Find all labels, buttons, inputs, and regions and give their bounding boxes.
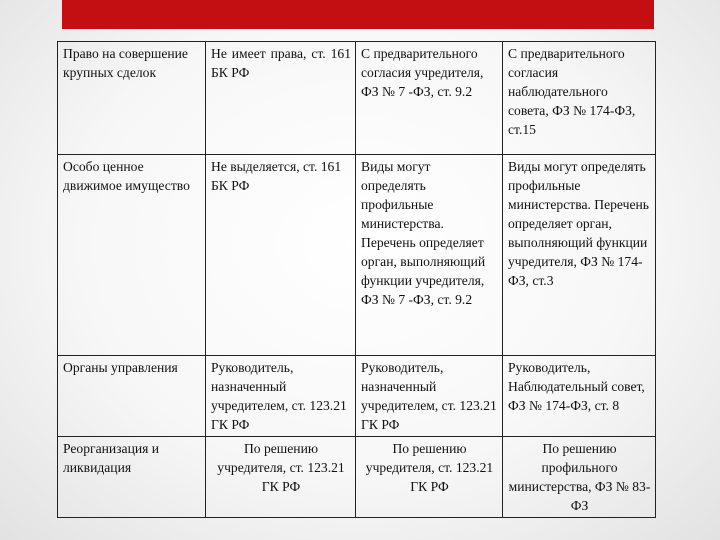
row-label: Право на совершение крупных сделок	[58, 42, 206, 155]
autonomous-cell: С предварительного согласия наблюдательного совета, ФЗ № 174-ФЗ, ст.15	[503, 42, 656, 155]
table-row	[58, 42, 656, 155]
table-row	[58, 356, 656, 437]
autonomous-cell: Руководитель, Наблюдательный совет, ФЗ № 174-ФЗ, ст. 8	[503, 356, 656, 437]
row-label: Особо ценное движимое имущество	[58, 155, 206, 356]
table-row	[58, 155, 656, 356]
state-cell: По решению учредителя, ст. 123.21 ГК РФ	[356, 437, 503, 518]
autonomous-cell: По решению профильного министерства, ФЗ № 83-ФЗ	[503, 437, 656, 518]
table-row	[58, 437, 656, 518]
state-cell: Виды могут определять профильные министерства. Перечень определяет орган, выполняющий функции учредителя, ФЗ № 7 -ФЗ, ст. 9.2	[356, 155, 503, 356]
budget-cell: Не выделяется, ст. 161 БК РФ	[206, 155, 356, 356]
budget-cell: По решению учредителя, ст. 123.21 ГК РФ	[206, 437, 356, 518]
state-cell: С предварительного согласия учредителя, ФЗ № 7 -ФЗ, ст. 9.2	[356, 42, 503, 155]
comparison-table	[57, 41, 656, 518]
budget-cell: Руководитель, назначенный учредителем, ст. 123.21 ГК РФ	[206, 356, 356, 437]
header-bar	[62, 0, 654, 29]
autonomous-cell: Виды могут определять профильные министерства. Перечень определяет орган, выполняющий функции учредителя, ФЗ № 174-ФЗ, ст.3	[503, 155, 656, 356]
row-label: Органы управления	[58, 356, 206, 437]
budget-cell: Не имеет права, ст. 161 БК РФ	[206, 42, 356, 155]
row-label: Реорганизация и ликвидация	[58, 437, 206, 518]
state-cell: Руководитель, назначенный учредителем, ст. 123.21 ГК РФ	[356, 356, 503, 437]
